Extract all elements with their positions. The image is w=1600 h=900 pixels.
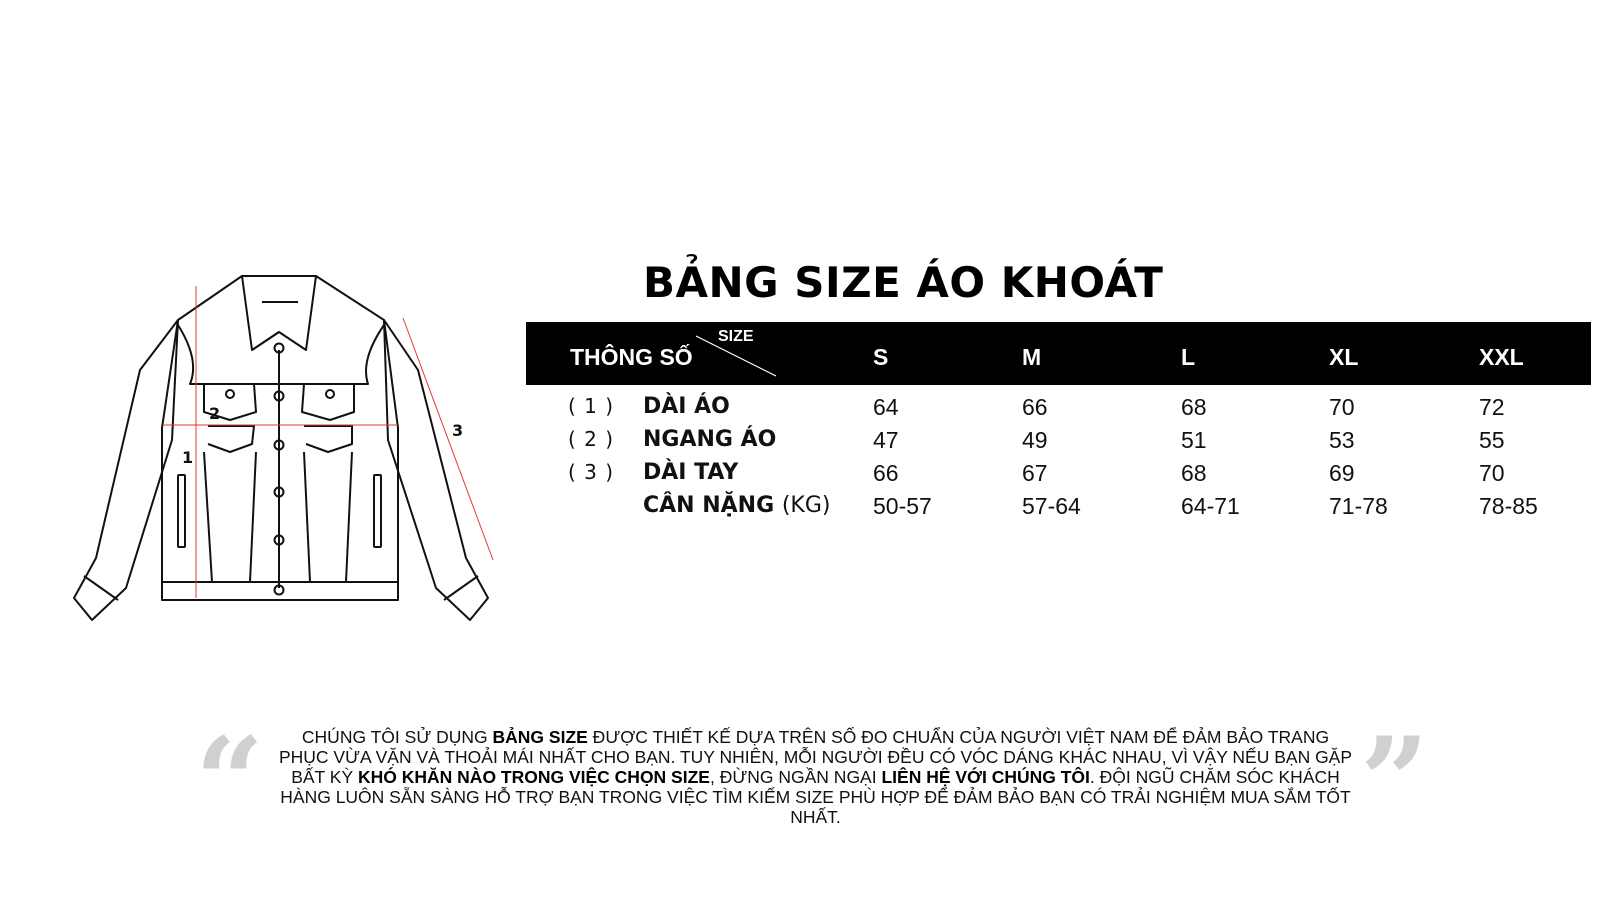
cell-value: 57-64 <box>1022 493 1081 519</box>
size-table-header <box>526 322 1591 385</box>
note-text: CHÚNG TÔI SỬ DỤNG <box>301 727 493 747</box>
note-emphasis: BẢNG SIZE <box>492 727 588 747</box>
cell-value: 66 <box>1022 394 1048 420</box>
cell-value: 70 <box>1329 394 1355 420</box>
header-size-s: S <box>873 344 889 370</box>
cell-value: 49 <box>1022 427 1048 453</box>
note-text: . ĐỘI NGŨ CHĂM SÓC KHÁCH HÀNG LUÔN SẴN SÀNG HỖ TRỢ BẠN TRONG VIỆC TÌM KIẾM SIZE PHÙ HỢP ĐỂ ĐẢM BẢO BẠN CÓ TRẢI NGHIỆM MUA SẮM TỐT NHẤT. <box>280 767 1351 827</box>
close-quote-icon: ” <box>1360 711 1430 852</box>
row-label: DÀI ÁO <box>643 394 730 419</box>
cell-value: 66 <box>873 460 899 486</box>
table-row <box>0 427 1600 459</box>
table-row <box>0 460 1600 492</box>
row-label: NGANG ÁO <box>643 427 777 452</box>
note-text: , ĐỪNG NGẦN NGẠI <box>709 767 882 787</box>
cell-value: 71-78 <box>1329 493 1388 519</box>
header-thong-so: THÔNG SỐ <box>570 344 693 370</box>
cell-value: 64-71 <box>1181 493 1240 519</box>
header-size-xxl: XXL <box>1479 344 1524 370</box>
note-text: ĐƯỢC THIẾT KẾ DỰA TRÊN SỐ ĐO CHUẨN CỦA NGƯỜI VIỆT NAM ĐỂ ĐẢM BẢO TRANG PHỤC VỪA VẶN VÀ THOẢI MÁI NHẤT CHO BẠN. TUY NHIÊN, MỖI NGƯỜI ĐỀU CÓ VÓC DÁNG KHÁC NHAU, VÌ VẬY NẾU BẠN GẶP BẤT KỲ <box>278 727 1353 787</box>
cell-value: 47 <box>873 427 899 453</box>
cell-value: 72 <box>1479 394 1505 420</box>
marker-2: 2 <box>209 404 221 423</box>
cell-value: 67 <box>1022 460 1048 486</box>
note-emphasis: LIÊN HỆ VỚI CHÚNG TÔI <box>881 767 1090 787</box>
cell-value: 53 <box>1329 427 1355 453</box>
marker-3: 3 <box>452 421 464 440</box>
header-size-m: M <box>1022 344 1042 370</box>
size-note-paragraph <box>278 727 1353 827</box>
header-size-l: L <box>1181 344 1196 370</box>
cell-value: 51 <box>1181 427 1207 453</box>
cell-value: 78-85 <box>1479 493 1538 519</box>
row-label-unit: (KG) <box>781 493 831 518</box>
row-label <box>643 493 830 518</box>
cell-value: 50-57 <box>873 493 932 519</box>
row-label-text: CÂN NẶNG <box>643 493 775 518</box>
row-number: ( 3 ) <box>568 460 615 484</box>
header-size-xl: XL <box>1329 344 1359 370</box>
cell-value: 64 <box>873 394 899 420</box>
cell-value: 68 <box>1181 460 1207 486</box>
row-number: ( 1 ) <box>568 394 615 418</box>
cell-value: 69 <box>1329 460 1355 486</box>
cell-value: 68 <box>1181 394 1207 420</box>
note-emphasis: KHÓ KHĂN NÀO TRONG VIỆC CHỌN SIZE <box>358 767 710 787</box>
page-title: BẢNG SIZE ÁO KHOÁT <box>643 258 1164 307</box>
marker-1: 1 <box>182 448 194 467</box>
table-row <box>0 394 1600 426</box>
open-quote-icon: “ <box>195 711 265 852</box>
cell-value: 55 <box>1479 427 1505 453</box>
jacket-collar <box>242 276 316 350</box>
header-size-label: SIZE <box>718 328 754 345</box>
row-number: ( 2 ) <box>568 427 615 451</box>
header-diagonal-divider <box>686 330 782 380</box>
row-label: DÀI TAY <box>643 460 739 485</box>
cell-value: 70 <box>1479 460 1505 486</box>
table-row <box>0 493 1600 525</box>
